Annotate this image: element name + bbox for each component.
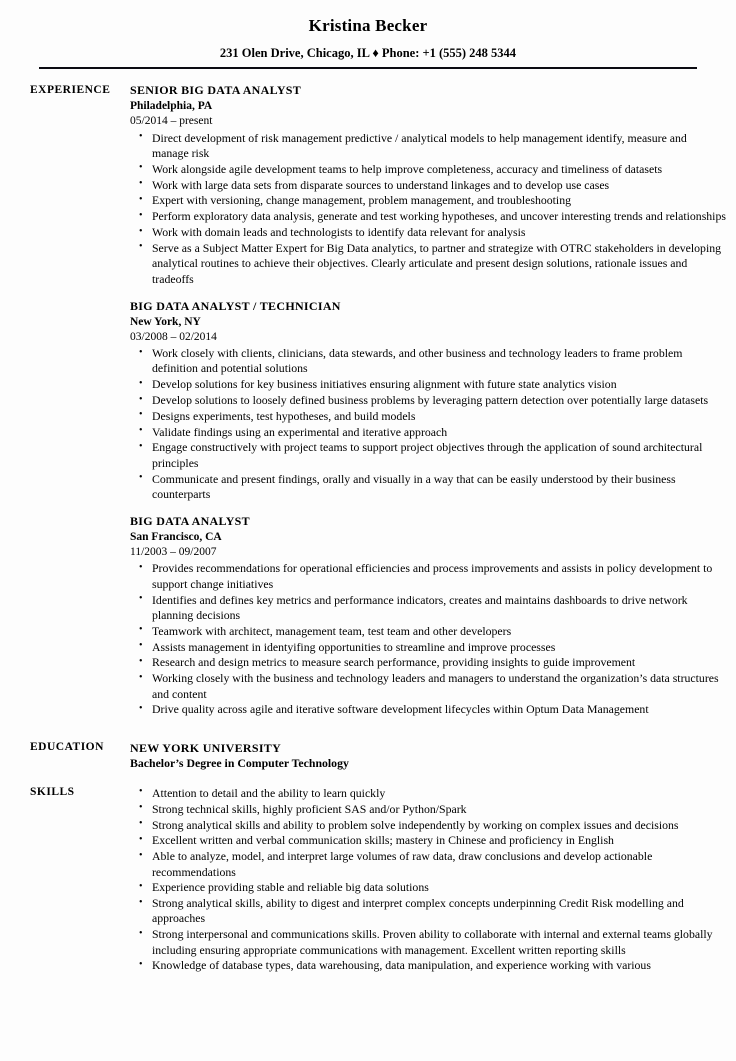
skill-bullet: • Experience providing stable and reliable big data solutions — [130, 880, 726, 895]
job-title: BIG DATA ANALYST — [130, 514, 250, 529]
job-bullet: • Develop solutions for key business initiatives ensuring alignment with future state analytics vision — [130, 377, 726, 392]
job-bullet: • Serve as a Subject Matter Expert for Big Data analytics, to partner and strategize with OTRC stakeholders in developing analytical routines to achieve their objectives. Clearly articulate and present design solutions, rationale issues and tradeoffs — [130, 241, 726, 287]
section-label-skills: SKILLS — [30, 785, 75, 798]
skills-bullet-list — [130, 786, 726, 974]
job-bullet: • Communicate and present findings, orally and visually in a way that can be easily understood by their business counterparts — [130, 472, 726, 503]
job-location: New York, NY — [130, 315, 201, 328]
skills-section — [0, 785, 736, 974]
section-label-experience: EXPERIENCE — [30, 84, 111, 97]
candidate-name: Kristina Becker — [308, 16, 428, 35]
experience-body — [130, 83, 736, 729]
skill-bullet: • Able to analyze, model, and interpret large volumes of raw data, draw conclusions and develop actionable recommendations — [130, 849, 726, 880]
skill-bullet: • Attention to detail and the ability to learn quickly — [130, 786, 726, 801]
section-label-education: EDUCATION — [30, 740, 104, 753]
job-dates: 05/2014 – present — [130, 115, 213, 128]
job-bullet-list — [130, 131, 726, 287]
experience-entry — [130, 299, 726, 502]
job-bullet: • Provides recommendations for operational efficiencies and process improvements and assists in policy development to support change initiatives — [130, 561, 726, 592]
job-bullet: • Work alongside agile development teams to help improve completeness, accuracy and timeliness of datasets — [130, 162, 726, 177]
job-bullet: • Identifies and defines key metrics and performance indicators, creates and maintains dashboards to drive network planning decisions — [130, 593, 726, 624]
skill-bullet: • Knowledge of database types, data warehousing, data manipulation, and experience working with various — [130, 958, 726, 973]
header-divider — [39, 67, 697, 69]
job-bullet: • Designs experiments, test hypotheses, and build models — [130, 409, 726, 424]
job-bullet: • Work closely with clients, clinicians, data stewards, and other business and technology leaders to frame problem definition and potential solutions — [130, 346, 726, 377]
skill-bullet: • Excellent written and verbal communication skills; mastery in Chinese and proficiency in English — [130, 833, 726, 848]
job-bullet: • Engage constructively with project teams to support project objectives through the application of sound architectural principles — [130, 440, 726, 471]
skill-bullet: • Strong interpersonal and communications skills. Proven ability to collaborate with internal and external teams globally including ensuring appropriate communications with management. Excellent written reporting skills — [130, 927, 726, 958]
skill-bullet: • Strong technical skills, highly proficient SAS and/or Python/Spark — [130, 802, 726, 817]
job-bullet: • Direct development of risk management predictive / analytical models to help management identify, measure and manage risk — [130, 131, 726, 162]
job-bullet: • Research and design metrics to measure search performance, providing insights to guide improvement — [130, 655, 726, 670]
job-bullet: • Working closely with the business and technology leaders and managers to understand the organization’s data structures and content — [130, 671, 726, 702]
job-title: SENIOR BIG DATA ANALYST — [130, 83, 302, 98]
skills-body — [130, 785, 736, 974]
job-dates: 11/2003 – 09/2007 — [130, 546, 217, 559]
skill-bullet: • Strong analytical skills, ability to digest and interpret complex concepts underpinning Credit Risk modelling and approaches — [130, 896, 726, 927]
job-bullet-list — [130, 561, 726, 717]
education-body — [130, 740, 736, 772]
job-bullet: • Work with domain leads and technologists to identify data relevant for analysis — [130, 225, 726, 240]
job-bullet: • Develop solutions to loosely defined business problems by leveraging pattern detection over potentially large datasets — [130, 393, 726, 408]
job-bullet-list — [130, 346, 726, 502]
skill-bullet: • Strong analytical skills and ability to problem solve independently by working on complex issues and decisions — [130, 818, 726, 833]
job-location: Philadelphia, PA — [130, 100, 213, 113]
job-bullet: • Expert with versioning, change management, problem management, and troubleshooting — [130, 193, 726, 208]
job-location: San Francisco, CA — [130, 531, 222, 544]
education-school: NEW YORK UNIVERSITY — [130, 740, 282, 755]
job-bullet: • Drive quality across agile and iterative software development lifecycles within Optum Data Management — [130, 702, 726, 717]
resume-header — [0, 0, 736, 69]
job-bullet: • Assists management in identyifing opportunities to streamline and improve processes — [130, 640, 726, 655]
experience-entry — [130, 83, 726, 286]
experience-section — [0, 83, 736, 729]
contact-line: 231 Olen Drive, Chicago, IL ♦ Phone: +1 (555) 248 5344 — [219, 46, 517, 61]
education-degree: Bachelor’s Degree in Computer Technology — [130, 755, 349, 770]
job-bullet: • Teamwork with architect, management team, test team and other developers — [130, 624, 726, 639]
education-section — [0, 740, 736, 772]
job-title: BIG DATA ANALYST / TECHNICIAN — [130, 298, 341, 313]
job-bullet: • Validate findings using an experimental and iterative approach — [130, 425, 726, 440]
job-dates: 03/2008 – 02/2014 — [130, 330, 217, 343]
job-bullet: • Work with large data sets from disparate sources to understand linkages and to develop use cases — [130, 178, 726, 193]
experience-entry — [130, 514, 726, 717]
job-bullet: • Perform exploratory data analysis, generate and test working hypotheses, and uncover interesting trends and relationships — [130, 209, 726, 224]
